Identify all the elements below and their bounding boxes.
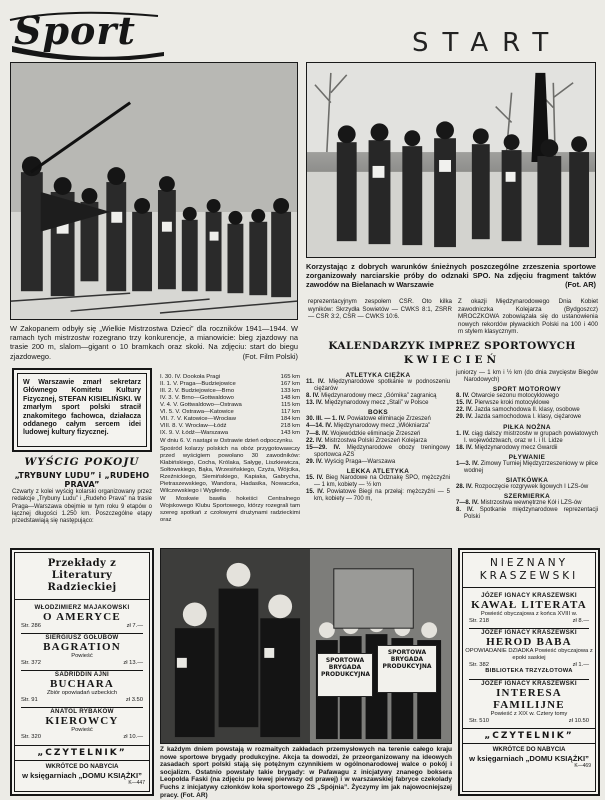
race-intro: Czwarty z kolei wyścig kolarski organizowany przez redakcje „Trybuny Ludu” i „Rudeho Prava” na trasie Praga—Warszawa obejmie w tym roku 9 etapów o łącznej długości 1.250 km. Poszczególne etapy przedstawiają się następująco: [12, 489, 152, 525]
photo-sports-brigade [160, 548, 452, 744]
calendar-entry-date: 13. IV. [306, 400, 325, 407]
obituary-text: W Warszawie zmarł sekretarz Głównego Komitetu Kultury Fizycznej, STEFAN KISIELIŃSKI. W zmarłym sport polski stracił znakomitego fachowca, działacza oddanego całym sercem idei ludowej kultury fizycznej. [23, 378, 141, 437]
calendar-entry-date: 15. IV. [456, 400, 475, 407]
calendar-entry-date: 7—8. IV. [306, 430, 331, 437]
ad-book-price-row [463, 618, 595, 624]
ad-book-title: BAGRATION [43, 641, 121, 653]
ad-book-pages: Str. 372 [21, 660, 41, 666]
calendar-entry [456, 445, 598, 452]
calendar-entry-text: Jazda samochodowa I. klasy, ciężarowe [474, 414, 582, 421]
calendar-entry-date: 8. IV. [456, 393, 472, 400]
ad-book-price-row [15, 623, 149, 629]
start-title: START [412, 28, 563, 58]
calendar-entry-text: Wojewódzkie eliminacje Zrzeszeń [330, 430, 421, 437]
calendar-column-1 [306, 370, 450, 503]
race-rest-day: W dniu 6. V. nastąpi w Ostrawie dzień odpoczynku. [160, 438, 294, 444]
brigade-banner-right: SPORTOWA BRYGADA PRODUKCYJNA [377, 645, 437, 693]
ad-book-author: WŁODZIMIERZ MAJAKOWSKI [34, 604, 130, 611]
ad-book-price: zł 10.50 [568, 718, 589, 724]
stage-distance: 133 km [280, 388, 300, 394]
calendar-entry-date: 15—29. IV. [306, 444, 347, 451]
calendar-entry-date: 30. III. — 1. IV. [306, 416, 348, 423]
stage-route: III. 2. V. Budziejowice—Brno [160, 388, 235, 394]
ad-book-author: JÓZEF IGNACY KRASZEWSKI [481, 629, 577, 636]
ad-right-publisher: „CZYTELNIK” [484, 731, 574, 741]
calendar-entry-date: 29. IV. [306, 458, 325, 465]
calendar-entry-text: ciąg dalszy mistrzostw w grupach powiatowych I. województwach, oraz w I. i II. Lidze [464, 430, 598, 444]
ad-book-pages: Str. 286 [21, 623, 41, 629]
stage-route: VI. 5. V. Ostrawa—Katowice [160, 409, 234, 415]
ad-book-pages: Str. 91 [21, 697, 38, 703]
sport-logo: Sport [14, 8, 136, 53]
ad-book-title: KAWAŁ LITERATA [471, 599, 587, 611]
calendar-entry [306, 416, 450, 423]
masthead-logo-band [8, 6, 168, 60]
stage-row [160, 388, 300, 395]
calendar-entry-date: 4—14. IV. [306, 423, 334, 430]
stage-route: II. 1. V. Praga—Budziejowice [160, 381, 236, 387]
calendar-section-heading: PŁYWANIE [508, 453, 546, 461]
ad-right-footer-2: w księgarniach „DOMU KSIĄŻKI” [469, 753, 589, 763]
ad-book-subtitle: Powieść z XIX w. Cztery tomy [490, 711, 568, 717]
ad-left-books [15, 604, 149, 740]
calendar-entry-date: 29. IV. [456, 414, 475, 421]
calendar-title [306, 340, 598, 366]
stage-row [160, 381, 300, 388]
ad-book-subtitle: Powieść [71, 653, 93, 659]
calendar-entry [456, 393, 598, 400]
calendar-entry-date: 1—3. IV. [456, 460, 481, 467]
calendar-entry [306, 445, 450, 459]
ad-soviet-literature [10, 548, 154, 796]
calendar-entry [306, 379, 450, 393]
ad-book-title: O AMERYCE [43, 611, 121, 623]
ad-right-code: K—469 [574, 762, 591, 769]
calendar-entry-text: Otwarcie sezonu motocyklowego [471, 393, 559, 400]
stage-route: I. 30. IV. Dookoła Pragi [160, 374, 221, 380]
calendar-entry-text: Rozpoczęcie rozgrywek ligowych I LZS-ów [474, 484, 589, 491]
photo3-caption: Z każdym dniem powstają w rozmaitych zakładach przemysłowych na terenie całego kraju nowe sportowe brygady produkcyjne. Akcja ta dowodzi, że przeorganizowany na ideowych zasadach sport polski stają się potężnym czynnikiem w ogólnonarodowej walce o pokój i socjalizm. Ostatnio powstały takie brygady: w Pafawagu z inicjatywy znanego boksera Leopolda Faski (na zdjęciu po lewej pierwszy od prawej) i w warszawskiej fabryce czekolady Fuchs z inicjatywy członków koła sportowego ZS „Spójnia”. Życzymy im jak najowocniejszej pracy. (Fot. AR) [160, 746, 452, 799]
ad-book-title: HEROD BABA [486, 636, 572, 648]
calendar-entry [306, 393, 450, 400]
photo1-caption: W Zakopanem odbyły się „Wielkie Mistrzostwa Dzieci” dla roczników 1941—1944. W ramach tych mistrzostw rozegrano trzy konkurencje, a mianowicie: bieg zjazdowy na trasie 200 m, slalom—gigant o 10 bramkach oraz skoki. Na zdjęciu: start do biegu zjazdowego. (Fot. Film Polski) [10, 324, 298, 361]
ad-book [15, 604, 149, 629]
ad-left-publisher: „CZYTELNIK” [37, 748, 127, 758]
swimming-note: Z okazji Międzynarodowego Dnia Kobiet zawodniczka Kolejarza (Bydgoszcz) MROCZKOWA zobowiązała się do ustanowienia nowych rekordów pływackich Polski na 100 i 400 m stylem klasycznym. [458, 298, 598, 336]
calendar-entry-text: Międzynarodowy mecz Gwardii [474, 444, 558, 451]
calendar-entry-text: Spotkanie międzynarodowe reprezentacji Polski [464, 507, 599, 521]
ad-book-title: BUCHARA [49, 678, 114, 690]
ad-book-price: zł 8.— [572, 618, 589, 624]
ad-book-subtitle: Powieść [71, 727, 93, 733]
stage-route: IX. 9. V. Łódź—Warszawa [160, 430, 228, 436]
ad-right-footer-1: WKRÓTCE DO NABYCIA [492, 746, 566, 753]
calendar-entry [456, 400, 598, 407]
calendar-entry-date: 8. IV. [456, 507, 480, 514]
calendar-entry-text: Mistrzostwa Polski Zrzeszeń Kolejarza [324, 437, 427, 444]
ad-book-author: JÓZEF IGNACY KRASZEWSKI [481, 680, 577, 687]
ad-book-title: KIEROWCY [45, 715, 119, 727]
ad-book [463, 679, 595, 724]
ad-book-price: zł 10.— [123, 734, 143, 740]
calendar-entry [306, 423, 450, 430]
ad-right-books [463, 592, 595, 724]
calendar-entry-date: 8. IV. [306, 393, 322, 400]
photo3-credit: (Fot. AR) [180, 791, 208, 799]
ad-book-subtitle: Zbiór opowiadań uzbeckich [46, 690, 118, 696]
stage-row [160, 374, 300, 381]
calendar-entry-date: 15. IV. [306, 475, 326, 482]
calendar-section-heading: ATLETYKA CIĘŻKA [345, 372, 411, 379]
stage-row [160, 430, 300, 437]
calendar-entry-text: juniorzy — 1 km i ½ km (do dnia zwycięstw Biegów Narodowych) [456, 370, 598, 384]
stage-distance: 218 km [280, 423, 300, 429]
calendar-entry-text: Międzynarodowy mecz „Włókniarza” [333, 423, 431, 430]
calendar-entry-date: 1. IV. [456, 430, 472, 437]
ice-hockey-results: reprezentacyjnym zespołem CSR. Oto kilka wyników: Skrzydła Sowietów — CWKS 8:1, ZSRR — CSR 3:2, CSR — CWKS 10:6. [308, 298, 452, 321]
ad-left-footer-1: WKRÓTCE DO NABYCIA [45, 763, 119, 770]
calendar-month: KWIECIEŃ [403, 354, 501, 366]
calendar-entry [306, 475, 450, 489]
calendar-entry [306, 459, 450, 466]
ad-book [463, 592, 595, 624]
ad-book [463, 628, 595, 675]
calendar-entry [456, 507, 598, 521]
stage-row [160, 395, 300, 402]
calendar-entry [456, 431, 598, 445]
calendar-entry-date: 11. IV. [306, 379, 329, 385]
ad-book-pages: Str. 382 [469, 662, 489, 668]
calendar-entry-text: Zimowy Turniej Międzyzrzeszeniowy w piłce wodnej [464, 460, 598, 474]
ad-book-subtitle: Powieść obyczajowa z końca XVIII w. [480, 611, 578, 617]
calendar-title-main: KALENDARZYK IMPREZ SPORTOWYCH [328, 340, 576, 352]
photo-ski-badge-trials [306, 62, 596, 258]
skiers-start-line-image [11, 63, 297, 319]
calendar-entry-text: Wyścig Praga—Warszawa [324, 458, 396, 465]
calendar-entry-date: 22. IV. [456, 407, 475, 414]
ad-book-price: zł 3.50 [125, 697, 143, 703]
ad-book-series: BIBLIOTEKA TRZYZŁOTOWA [485, 668, 573, 674]
calendar-section-heading: SZERMIERKA [503, 493, 551, 501]
ad-book-price: zł 1.— [572, 662, 589, 668]
ad-left-header: Przekłady z Literatury Radzieckiej [15, 553, 149, 600]
stage-distance: 143 km [280, 430, 300, 436]
calendar-entry-text: Międzynarodowy mecz „Stali” w Polsce [324, 400, 429, 407]
stage-route: VIII. 8. V. Wrocław—Łódź [160, 423, 227, 429]
ad-book-title: INTERESA FAMILIJNE [493, 687, 565, 711]
race-stages-column [160, 374, 300, 524]
stage-route: VII. 7. V. Katowice—Wrocław [160, 416, 236, 422]
calendar-entry-text: Międzynarodowe obozy treningowy sportowca AZS [314, 444, 451, 458]
ad-book-author: SIERGIUSZ GOŁUBOW [45, 634, 119, 641]
stage-route: IV. 3. V. Brno—Gottwaldowo [160, 395, 234, 401]
ad-right-header: NIEZNANY KRASZEWSKI [463, 553, 595, 588]
calendar-entry-text: Międzynarodowy mecz „Górnika” zagranicą [321, 393, 437, 400]
skiers-bielany-image [307, 63, 595, 257]
photo2-caption: Korzystając z dobrych warunków śnieżnych poszczególne zrzeszenia sportowe zorganizowały narciarskie próby do odznaki SPO. Na zdjęciu fragment taktów zawodów na Bielanach w Warszawie (Fot. AR) [306, 262, 596, 290]
stage-row [160, 409, 300, 416]
calendar-column-2 [456, 370, 598, 521]
ad-book-author: SADRIDDIN AJNI [54, 671, 110, 678]
stage-route: V. 4. V. Gottwaldowo—Ostrawa [160, 402, 242, 408]
calendar-entry-text: Bieg Narodowe na Odznakę SPO, mężczyźni — 1 km, kobiety — ½ km [314, 475, 450, 489]
calendar-entry [456, 407, 598, 414]
photo2-credit: (Fot. AR) [565, 280, 596, 290]
hockey-moscow: W Moskwie bawiła hokeiści Centralnego Wojskowego Klubu Sportowego, którzy rozegrali tam szereg spotkań z czołowymi drużynami radzieckimi oraz [160, 496, 300, 523]
ad-book-price-row [15, 660, 149, 666]
calendar-entry [306, 431, 450, 438]
calendar-section-heading: SPORT MOTOROWY [492, 386, 562, 394]
calendar-entry-date: 18. IV. [456, 444, 475, 451]
calendar-entry-text: Mistrzostwa wewnętrzne Kół i LZS-ów [480, 500, 582, 507]
ad-book [15, 633, 149, 666]
stage-distance: 165 km [280, 374, 300, 380]
ad-book-price-row [15, 697, 149, 703]
stage-distance: 115 km [281, 402, 300, 408]
race-heading-title: WYŚCIG POKOJU [24, 456, 140, 468]
stage-row [160, 416, 300, 423]
calendar-entry [306, 400, 450, 407]
ad-book [15, 670, 149, 703]
stage-distance: 184 km [280, 416, 300, 422]
stage-distance: 148 km [280, 395, 300, 401]
calendar-entry [306, 438, 450, 445]
ad-book-price: zł 7.— [126, 623, 143, 629]
calendar-entry-text: Pierwsze kroki motocyklowe [474, 400, 550, 407]
calendar-entry [456, 414, 598, 421]
ad-book-subtitle: OPOWIADANIE DZIADKA Powieść obyczajowa z epoki saskiej [465, 648, 593, 661]
ad-left-footer-2: w księgarniach „DOMU KSIĄŻKI” [22, 770, 142, 780]
photo1-credit: (Fot. Film Polski) [242, 351, 298, 361]
photo-children-ski-race [10, 62, 298, 320]
calendar-entry-date: 15. IV. [306, 489, 327, 496]
calendar-section-heading: PIŁKA NOŻNA [503, 423, 551, 431]
calendar-entry-date: 7—8. IV. [456, 500, 481, 507]
calendar-entry-text: Jazda samochodowa II. klasy, osobowe [474, 407, 580, 414]
calendar-entry-date: 28. IV. [456, 484, 475, 491]
obituary-box [12, 368, 152, 452]
ad-left-code: K—447 [128, 779, 145, 786]
ad-book [15, 707, 149, 740]
ad-book-price-row [463, 718, 595, 724]
ad-unknown-kraszewski [458, 548, 600, 796]
ad-book-author: JÓZEF IGNACY KRASZEWSKI [481, 592, 577, 599]
race-heading [12, 456, 152, 489]
ad-book-price: zł 13.— [123, 660, 143, 666]
calendar-entry [456, 461, 598, 475]
ad-book-pages: Str. 218 [469, 618, 489, 624]
race-stages-list [160, 374, 300, 437]
ad-book-price-row [15, 734, 149, 740]
calendar-section-heading: LEKKA ATLETYKA [346, 468, 410, 476]
calendar-entry [456, 484, 598, 491]
stage-distance: 167 km [280, 381, 300, 387]
stage-distance: 117 km [281, 409, 300, 415]
calendar-section-heading: BOKS [367, 409, 389, 417]
calendar-entry-text: Powiatowe eliminacje Zrzeszeń [347, 416, 431, 423]
calendar-entry [456, 500, 598, 507]
race-heading-sub: „TRYBUNY LUDU” i „RUDEHO PRAVA” [14, 471, 150, 489]
ad-book-pages: Str. 510 [469, 718, 489, 724]
ad-book-pages: Str. 320 [21, 734, 41, 740]
stage-row [160, 402, 300, 409]
ad-book-author: ANATOL RYBAKOW [50, 708, 114, 715]
calendar-section-heading: SIATKÓWKA [505, 477, 549, 485]
calendar-entry-text: Międzynarodowe spotkanie w podnoszeniu ciężarów [314, 379, 450, 393]
calendar-entry [306, 489, 450, 503]
calendar-entry [456, 370, 598, 384]
calendar-entry-text: Powiatowe Biegi na przełaj: mężczyźni — 5 km, kobiety — 700 m, [314, 489, 450, 503]
calendar-entry-date: 22. IV. [306, 437, 325, 444]
stage-row [160, 423, 300, 430]
brigade-banner-left: SPORTOWA BRYGADA PRODUKCYJNA [317, 653, 373, 697]
race-squad: Spośród kolarzy polskich na obóz przygotowawczy przed wyścigiem powołano 30 zawodników: Kłabińskiego, Cocha, Królaka, Sałygę, Liszkiewicza, Sołtowskiego, Bąka, Wrzesińskiego, Czyża, Wójcika, Rzeźnickiego, Siemińskiego, Kapiaka, Gabrycha, Pietraszewskiego, Wandora, Hadasika, Nowaczka, Wilczewskiego i Wyglendę. [160, 446, 300, 494]
